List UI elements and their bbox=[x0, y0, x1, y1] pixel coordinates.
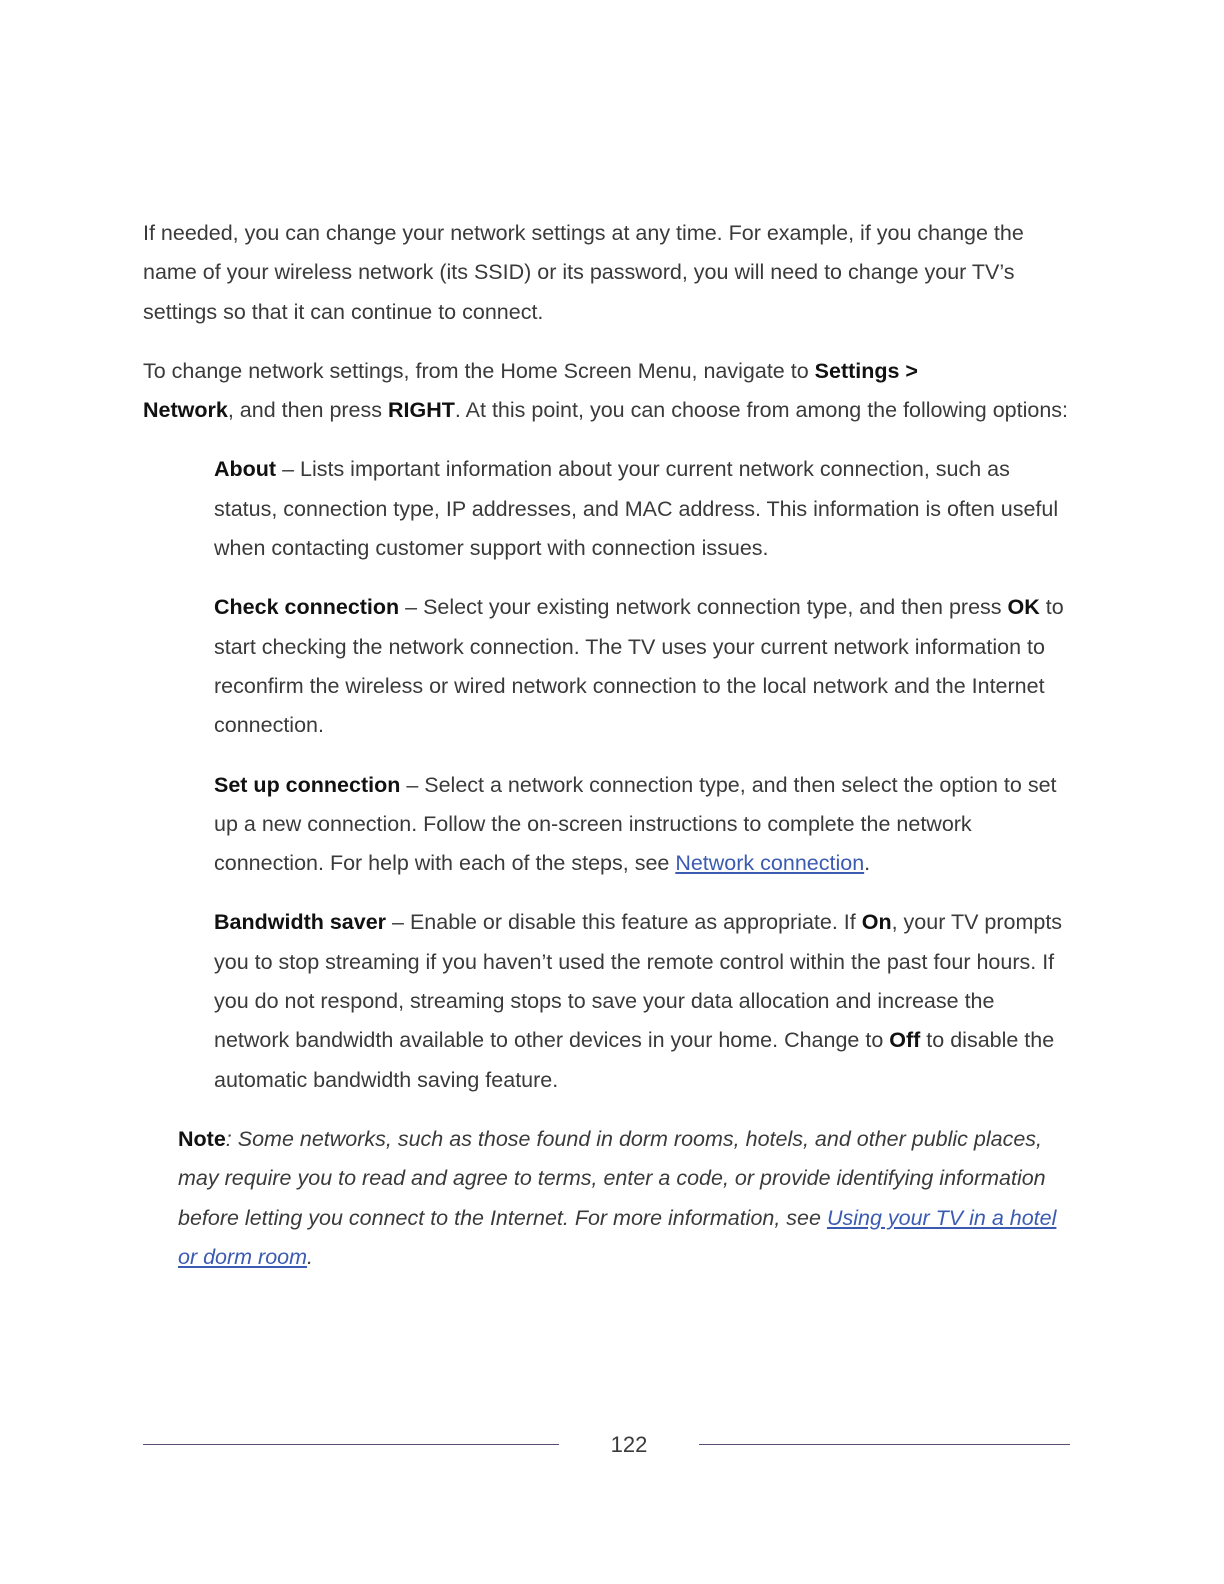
option-setup-period: . bbox=[864, 851, 871, 876]
option-about bbox=[214, 450, 1073, 568]
option-bandwidth-description-2: , your TV prompts you to stop streaming if you haven’t used the remote control within the past four hours. If you do not respond, streaming stops to save your data allocation and increase the network bandwidth available to other devices in your home. Change to bbox=[214, 910, 1063, 1053]
navigation-text-2: , and then press bbox=[227, 398, 388, 423]
option-check-description-2: to start checking the network connection. The TV uses your current network information to reconfirm the wireless or wired network connection to the local network and the Internet connection. bbox=[214, 595, 1064, 738]
note-paragraph bbox=[178, 1120, 1073, 1277]
note-text: Some networks, such as those found in dorm rooms, hotels, and other public places, may require you to read and agree to terms, enter a code, or provide identifying information before letting you connect to the Internet. For more information, see bbox=[178, 1126, 1046, 1230]
option-check-connection bbox=[214, 588, 1073, 745]
option-setup-term: Set up connection bbox=[214, 772, 401, 797]
option-bandwidth-description: – Enable or disable this feature as appropriate. If bbox=[386, 910, 862, 935]
option-bandwidth-term: Bandwidth saver bbox=[214, 910, 387, 935]
intro-paragraph bbox=[143, 214, 1073, 332]
option-about-description: – Lists important information about your current network connection, such as status, connection type, IP addresses, and MAC address. This information is often useful when contacting customer support with connection issues. bbox=[214, 457, 1059, 561]
navigation-text-3: . At this point, you can choose from among the following options: bbox=[454, 398, 1068, 423]
note-period: . bbox=[307, 1244, 314, 1269]
off-value-bold: Off bbox=[889, 1028, 921, 1053]
option-bandwidth-saver bbox=[214, 903, 1073, 1099]
on-value-bold: On bbox=[861, 910, 892, 935]
navigation-text: To change network settings, from the Home Screen Menu, navigate to bbox=[143, 358, 815, 383]
option-check-description: – Select your existing network connection type, and then press bbox=[399, 595, 1008, 620]
footer-rule-left bbox=[143, 1444, 559, 1445]
navigation-paragraph bbox=[143, 352, 1073, 431]
network-connection-link[interactable]: Network connection bbox=[675, 851, 865, 876]
note-colon: : bbox=[225, 1126, 238, 1151]
page-number: 122 bbox=[610, 1432, 648, 1457]
hotel-dorm-room-link[interactable]: Using your TV in a hotel or dorm room bbox=[178, 1205, 1057, 1269]
note-label: Note bbox=[178, 1126, 226, 1151]
network-bold: Network bbox=[143, 398, 228, 423]
page-body bbox=[143, 214, 1073, 1277]
option-setup-description: – Select a network connection type, and then select the option to set up a new connection. Follow the on-screen instructions to complete the network connection. For help with each of the steps, see bbox=[214, 772, 1057, 876]
settings-path-bold: Settings > bbox=[814, 358, 918, 383]
option-bandwidth-description-3: to disable the automatic bandwidth saving feature. bbox=[214, 1028, 1055, 1092]
ok-key-bold: OK bbox=[1007, 595, 1040, 620]
option-set-up-connection bbox=[214, 766, 1073, 884]
right-key-bold: RIGHT bbox=[388, 398, 455, 423]
option-check-term: Check connection bbox=[214, 595, 400, 620]
option-about-term: About bbox=[214, 457, 277, 482]
page-footer bbox=[143, 1428, 1070, 1462]
intro-text: If needed, you can change your network settings at any time. For example, if you change the name of your wireless network (its SSID) or its password, you will need to change your TV’s settings so that it can continue to connect. bbox=[143, 221, 1024, 324]
footer-rule-right bbox=[699, 1444, 1070, 1445]
